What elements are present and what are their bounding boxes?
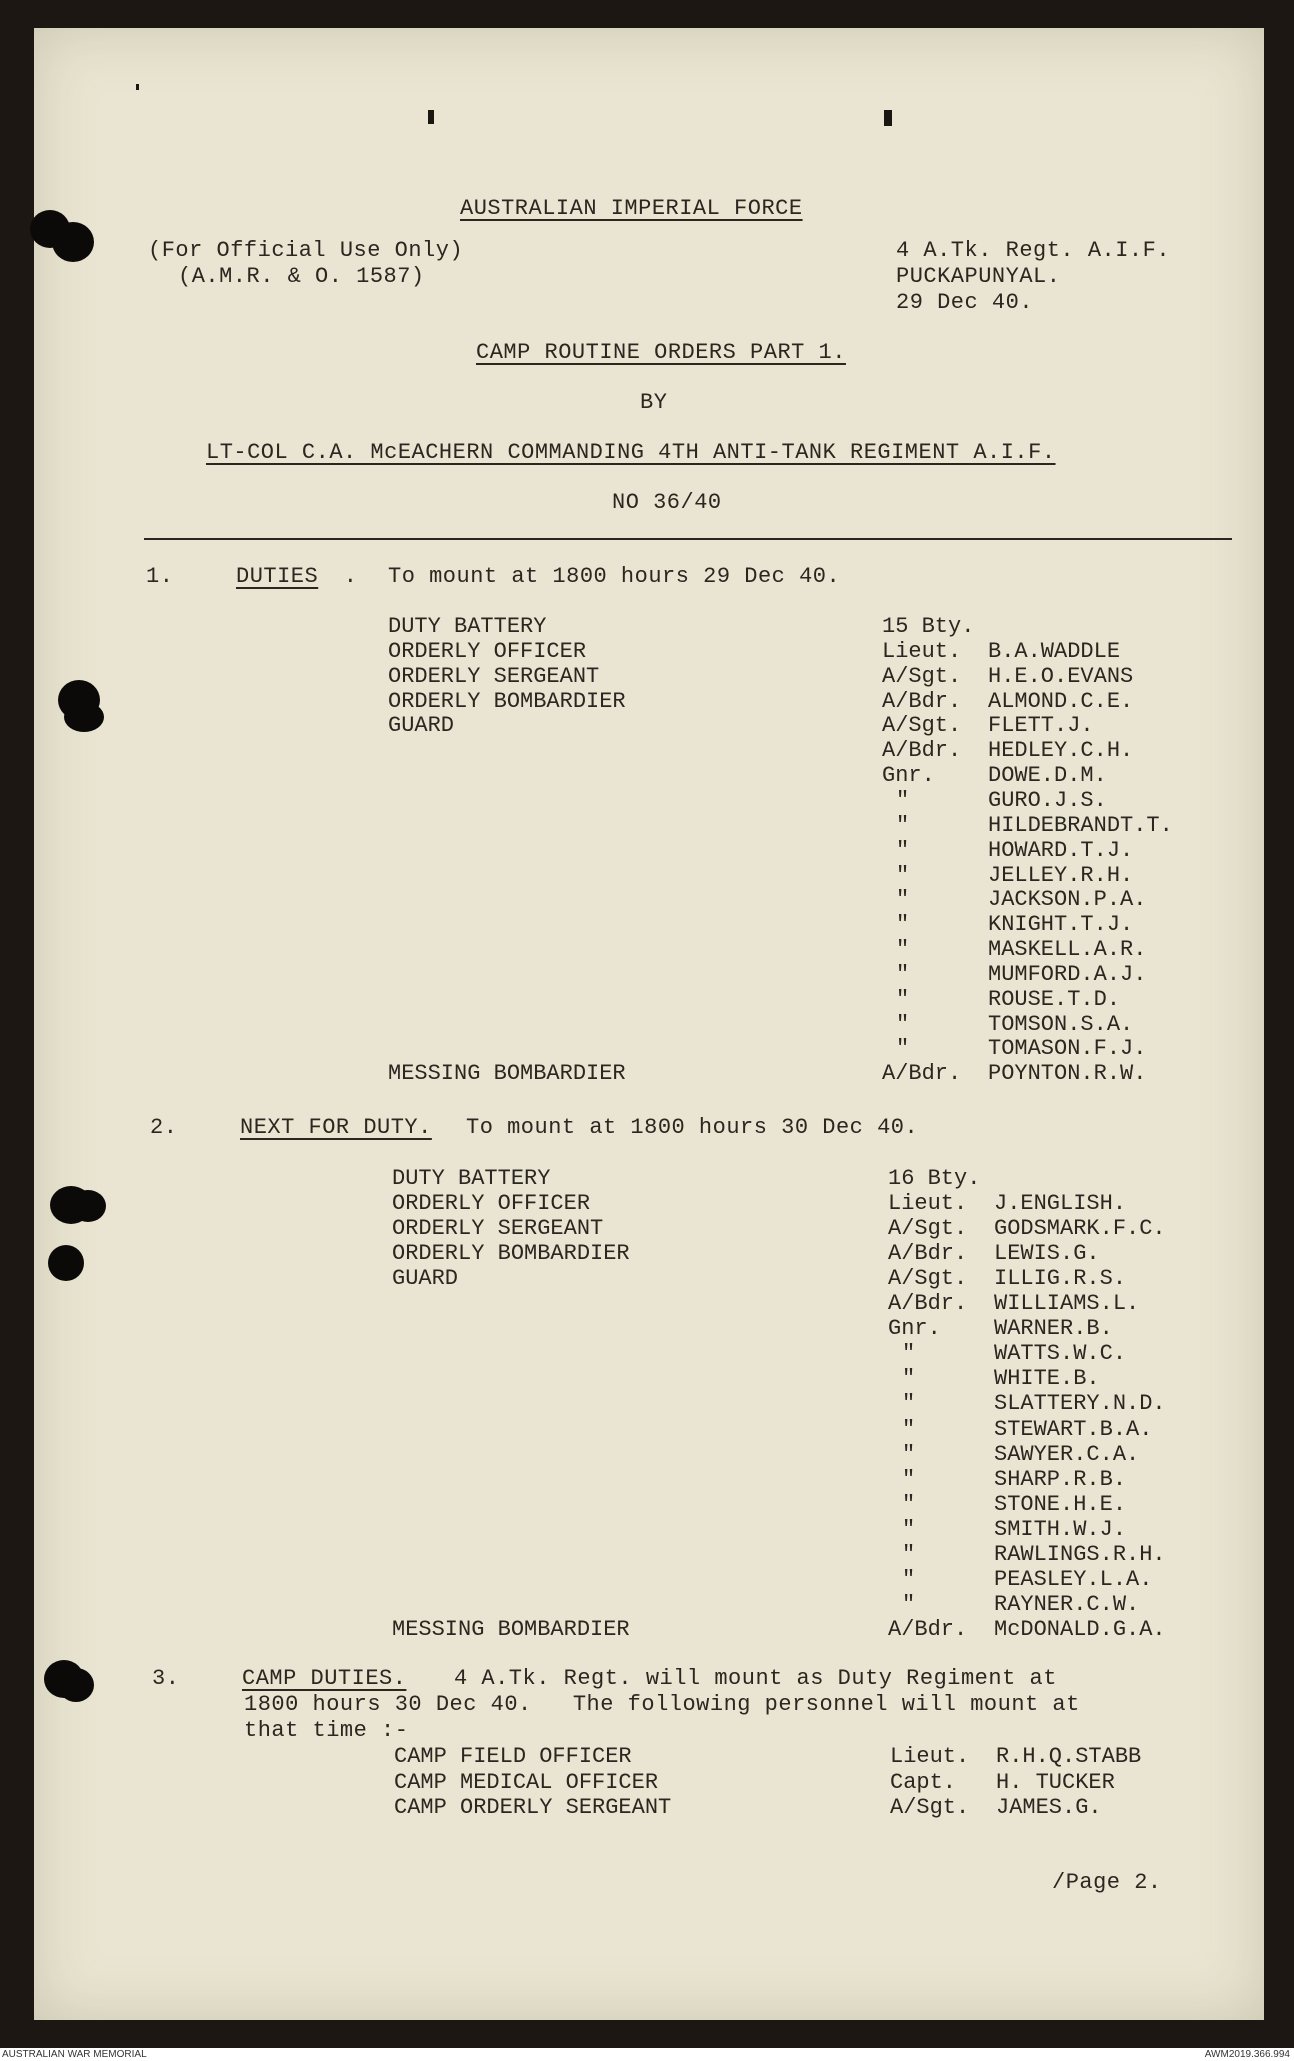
- rank: Gnr.: [888, 1316, 941, 1342]
- roster-row: [0, 1517, 1294, 1542]
- roster-row: [0, 1241, 1294, 1266]
- rank: Lieut.: [888, 1191, 968, 1217]
- section-text: 1800 hours 30 Dec 40. The following personnel will mount at: [244, 1692, 1080, 1717]
- roster-row: [0, 614, 1294, 639]
- roster-row: [0, 664, 1294, 689]
- duty-label: GUARD: [388, 713, 455, 739]
- section-number: 3.: [152, 1666, 180, 1691]
- rank: ": [902, 1441, 916, 1467]
- personnel-name: H. TUCKER: [996, 1769, 1115, 1795]
- roster-row: [0, 738, 1294, 763]
- personnel-name: RAYNER.C.W.: [994, 1591, 1140, 1617]
- rank: ": [896, 1036, 910, 1062]
- duty-label: CAMP FIELD OFFICER: [394, 1744, 632, 1769]
- roster-row: [0, 1012, 1294, 1037]
- roster-row: [0, 1592, 1294, 1617]
- unit-location: PUCKAPUNYAL.: [896, 264, 1061, 289]
- personnel-name: R.H.Q.STABB: [996, 1744, 1142, 1769]
- section-text: To mount at 1800 hours 30 Dec 40.: [466, 1115, 919, 1140]
- roster-row: [0, 713, 1294, 738]
- section-heading: DUTIES: [236, 564, 319, 589]
- personnel-name: DOWE.D.M.: [988, 763, 1107, 789]
- section-number: 2.: [150, 1115, 178, 1140]
- document-date: 29 Dec 40.: [896, 290, 1034, 315]
- rank: 15 Bty.: [882, 614, 975, 639]
- personnel-name: WILLIAMS.L.: [994, 1291, 1140, 1317]
- section-heading: NEXT FOR DUTY.: [240, 1115, 432, 1140]
- duty-label: ORDERLY BOMBARDIER: [388, 688, 626, 714]
- rank: ": [896, 862, 910, 888]
- ink-mark: [884, 110, 892, 126]
- roster-row: [0, 1467, 1294, 1492]
- rank: ": [902, 1341, 916, 1367]
- rank: Gnr.: [882, 763, 935, 789]
- roster-row: [0, 1542, 1294, 1567]
- rank: ": [902, 1416, 916, 1442]
- roster-row: [0, 1061, 1294, 1086]
- divider-rule: [144, 538, 1232, 540]
- personnel-name: ROUSE.T.D.: [988, 986, 1121, 1012]
- rank: ": [896, 912, 910, 938]
- rank: A/Sgt.: [890, 1795, 970, 1820]
- document-title: AUSTRALIAN IMPERIAL FORCE: [460, 196, 803, 221]
- personnel-name: SHARP.R.B.: [994, 1466, 1127, 1492]
- rank: A/Bdr.: [888, 1616, 968, 1642]
- unit-name: 4 A.Tk. Regt. A.I.F.: [896, 238, 1171, 263]
- personnel-name: POYNTON.R.W.: [988, 1061, 1147, 1087]
- personnel-name: SMITH.W.J.: [994, 1516, 1127, 1542]
- roster-row: [0, 763, 1294, 788]
- rank: ": [896, 837, 910, 863]
- duty-label: ORDERLY SERGEANT: [388, 663, 600, 689]
- personnel-name: ALMOND.C.E.: [988, 688, 1134, 714]
- rank: ": [902, 1391, 916, 1417]
- section-heading: CAMP DUTIES.: [242, 1666, 407, 1691]
- roster-row: [0, 887, 1294, 912]
- roster-row: [0, 1770, 1294, 1795]
- rank: ": [896, 787, 910, 813]
- duty-label: GUARD: [392, 1266, 459, 1292]
- ink-mark: [428, 110, 434, 124]
- personnel-name: TOMSON.S.A.: [988, 1011, 1134, 1037]
- duty-label: MESSING BOMBARDIER: [392, 1616, 630, 1642]
- rank: ": [896, 961, 910, 987]
- official-use-line: (For Official Use Only): [148, 238, 464, 263]
- roster-row: [0, 1291, 1294, 1316]
- duty-label: ORDERLY SERGEANT: [392, 1216, 604, 1242]
- roster-row: [0, 1492, 1294, 1517]
- duty-label: DUTY BATTERY: [388, 614, 547, 639]
- punch-hole: [52, 222, 94, 262]
- rank: ": [896, 1011, 910, 1037]
- roster-row: [0, 1036, 1294, 1061]
- rank: A/Bdr.: [888, 1241, 968, 1267]
- section-text: 4 A.Tk. Regt. will mount as Duty Regiment at: [454, 1666, 1057, 1691]
- personnel-name: ILLIG.R.S.: [994, 1266, 1127, 1292]
- roster-row: [0, 1191, 1294, 1216]
- punch-hole: [58, 1668, 94, 1702]
- personnel-name: SLATTERY.N.D.: [994, 1391, 1166, 1417]
- section-text: To mount at 1800 hours 29 Dec 40.: [388, 564, 841, 589]
- duty-label: CAMP ORDERLY SERGEANT: [394, 1795, 672, 1820]
- roster-row: [0, 1442, 1294, 1467]
- personnel-name: LEWIS.G.: [994, 1241, 1100, 1267]
- duty-label: ORDERLY OFFICER: [392, 1191, 591, 1217]
- amr-reference: (A.M.R. & O. 1587): [178, 264, 425, 289]
- personnel-name: WATTS.W.C.: [994, 1341, 1127, 1367]
- section-text: that time :-: [244, 1718, 409, 1743]
- commander-line: LT-COL C.A. McEACHERN COMMANDING 4TH ANTI-TANK REGIMENT A.I.F.: [206, 440, 1056, 465]
- duty-label: MESSING BOMBARDIER: [388, 1061, 626, 1087]
- roster-row: [0, 1341, 1294, 1366]
- personnel-name: WHITE.B.: [994, 1366, 1100, 1392]
- personnel-name: HOWARD.T.J.: [988, 837, 1134, 863]
- roster-row: [0, 788, 1294, 813]
- personnel-name: B.A.WADDLE: [988, 638, 1121, 664]
- roster-row: [0, 1366, 1294, 1391]
- roster-row: [0, 639, 1294, 664]
- personnel-name: KNIGHT.T.J.: [988, 912, 1134, 938]
- personnel-name: J.ENGLISH.: [994, 1191, 1127, 1217]
- rank: ": [896, 986, 910, 1012]
- personnel-name: McDONALD.G.A.: [994, 1616, 1166, 1642]
- personnel-name: JELLEY.R.H.: [988, 862, 1134, 888]
- rank: A/Bdr.: [888, 1291, 968, 1317]
- roster-row: [0, 813, 1294, 838]
- section-number: 1.: [146, 564, 174, 589]
- roster-row: [0, 1617, 1294, 1642]
- roster-row: [0, 1744, 1294, 1769]
- personnel-name: PEASLEY.L.A.: [994, 1566, 1153, 1592]
- rank: A/Bdr.: [882, 738, 962, 764]
- roster-row: [0, 1567, 1294, 1592]
- order-number: NO 36/40: [612, 490, 722, 515]
- footer-accession: AWM2019.366.994: [1204, 2049, 1290, 2060]
- roster-row: [0, 1166, 1294, 1191]
- orders-title: CAMP ROUTINE ORDERS PART 1.: [476, 340, 846, 365]
- roster-row: [0, 1417, 1294, 1442]
- rank: ": [902, 1591, 916, 1617]
- rank: 16 Bty.: [888, 1166, 981, 1191]
- personnel-name: JACKSON.P.A.: [988, 887, 1147, 913]
- personnel-name: STONE.H.E.: [994, 1491, 1127, 1517]
- roster-row: [0, 987, 1294, 1012]
- personnel-name: RAWLINGS.R.H.: [994, 1541, 1166, 1567]
- rank: A/Sgt.: [882, 713, 962, 739]
- personnel-name: H.E.O.EVANS: [988, 663, 1134, 689]
- personnel-name: GURO.J.S.: [988, 787, 1107, 813]
- roster-row: [0, 937, 1294, 962]
- rank: ": [902, 1541, 916, 1567]
- rank: ": [902, 1566, 916, 1592]
- rank: A/Sgt.: [888, 1216, 968, 1242]
- roster-row: [0, 1795, 1294, 1820]
- duty-label: ORDERLY OFFICER: [388, 638, 587, 664]
- rank: ": [896, 887, 910, 913]
- section-heading-suffix: .: [330, 564, 358, 589]
- roster-row: [0, 962, 1294, 987]
- personnel-name: WARNER.B.: [994, 1316, 1113, 1342]
- rank: A/Bdr.: [882, 688, 962, 714]
- duty-label: CAMP MEDICAL OFFICER: [394, 1769, 659, 1795]
- rank: Lieut.: [890, 1744, 970, 1769]
- personnel-name: SAWYER.C.A.: [994, 1441, 1140, 1467]
- rank: Capt.: [890, 1769, 957, 1795]
- roster-row: [0, 1391, 1294, 1416]
- rank: A/Bdr.: [882, 1061, 962, 1087]
- rank: ": [896, 812, 910, 838]
- rank: ": [902, 1491, 916, 1517]
- personnel-name: STEWART.B.A.: [994, 1416, 1153, 1442]
- rank: A/Sgt.: [888, 1266, 968, 1292]
- roster-row: [0, 1316, 1294, 1341]
- footer-source: AUSTRALIAN WAR MEMORIAL: [2, 2049, 147, 2060]
- rank: A/Sgt.: [882, 663, 962, 689]
- roster-row: [0, 1266, 1294, 1291]
- roster-row: [0, 863, 1294, 888]
- next-page-ref: /Page 2.: [1052, 1870, 1162, 1895]
- roster-row: [0, 689, 1294, 714]
- ink-mark: [136, 84, 139, 90]
- duty-label: DUTY BATTERY: [392, 1166, 551, 1191]
- roster-row: [0, 1216, 1294, 1241]
- personnel-name: HILDEBRANDT.T.: [988, 812, 1173, 838]
- rank: Lieut.: [882, 638, 962, 664]
- personnel-name: JAMES.G.: [996, 1795, 1102, 1820]
- roster-row: [0, 838, 1294, 863]
- personnel-name: TOMASON.F.J.: [988, 1036, 1147, 1062]
- footer-bar: [0, 2048, 1294, 2061]
- rank: ": [902, 1516, 916, 1542]
- by-line: BY: [640, 390, 668, 415]
- personnel-name: HEDLEY.C.H.: [988, 738, 1134, 764]
- personnel-name: MUMFORD.A.J.: [988, 961, 1147, 987]
- roster-row: [0, 912, 1294, 937]
- duty-label: ORDERLY BOMBARDIER: [392, 1241, 630, 1267]
- rank: ": [902, 1466, 916, 1492]
- personnel-name: FLETT.J.: [988, 713, 1094, 739]
- rank: ": [902, 1366, 916, 1392]
- personnel-name: MASKELL.A.R.: [988, 937, 1147, 963]
- rank: ": [896, 937, 910, 963]
- personnel-name: GODSMARK.F.C.: [994, 1216, 1166, 1242]
